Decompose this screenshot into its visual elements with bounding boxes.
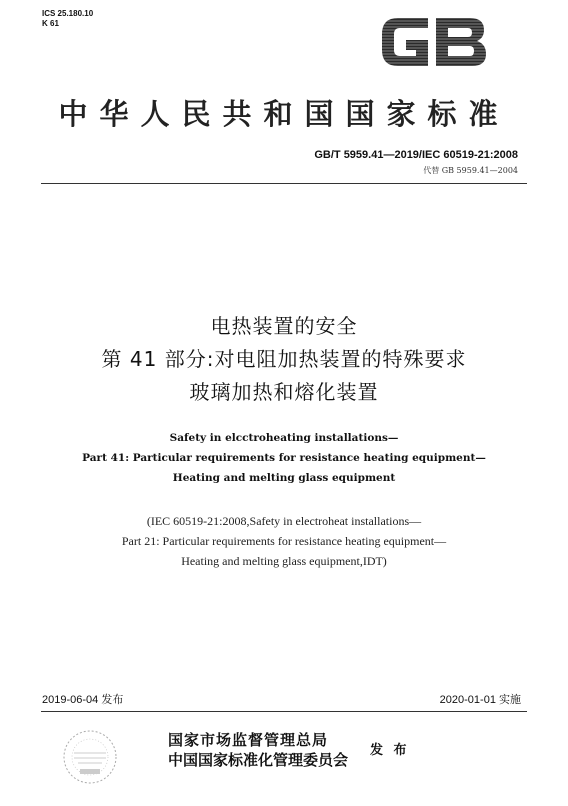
publish-label: 发 布 (370, 743, 410, 758)
issuer-samr: 国家市场监督管理总局 (168, 731, 329, 749)
english-title-line-3: Heating and melting glass equipment (172, 472, 396, 484)
standard-number: GB/T 5959.41—2019/IEC 60519-21:2008 (314, 149, 518, 161)
chinese-title-line-2: 第 41 部分:对电阻加热装置的特殊要求 (101, 347, 467, 371)
ics-code: ICS 25.180.10 (42, 9, 94, 18)
classification-codes (42, 9, 93, 29)
iec-reference-line-2: Part 21: Particular requirements for resistance heating equipment— (121, 534, 447, 548)
top-divider (41, 183, 527, 184)
implementation-date: 2020-01-01 实施 (439, 694, 521, 706)
gb-logo (378, 12, 490, 72)
issuer-sac: 中国国家标准化管理委员会 (168, 751, 349, 769)
english-title-line-1: Safety in elcctroheating installations— (169, 432, 399, 444)
country-standard-title: 中华人民共和国国家标准 (58, 97, 510, 131)
issue-date: 2019-06-04 发布 (42, 694, 124, 706)
replaced-standard: 代替 GB 5959.41—2004 (423, 166, 518, 175)
chinese-title-line-3: 玻璃加热和熔化装置 (189, 380, 379, 404)
english-title-line-2: Part 41: Particular requirements for resistance heating equipment— (82, 452, 486, 464)
chinese-title-line-1: 电热装置的安全 (210, 314, 358, 338)
iec-reference-line-1: (IEC 60519-21:2008,Safety in electroheat installations— (146, 514, 422, 528)
official-seal-icon (60, 727, 120, 787)
bottom-divider (41, 711, 527, 712)
iec-reference-line-3: Heating and melting glass equipment,IDT) (181, 554, 387, 568)
ccs-code: K 61 (42, 19, 59, 28)
